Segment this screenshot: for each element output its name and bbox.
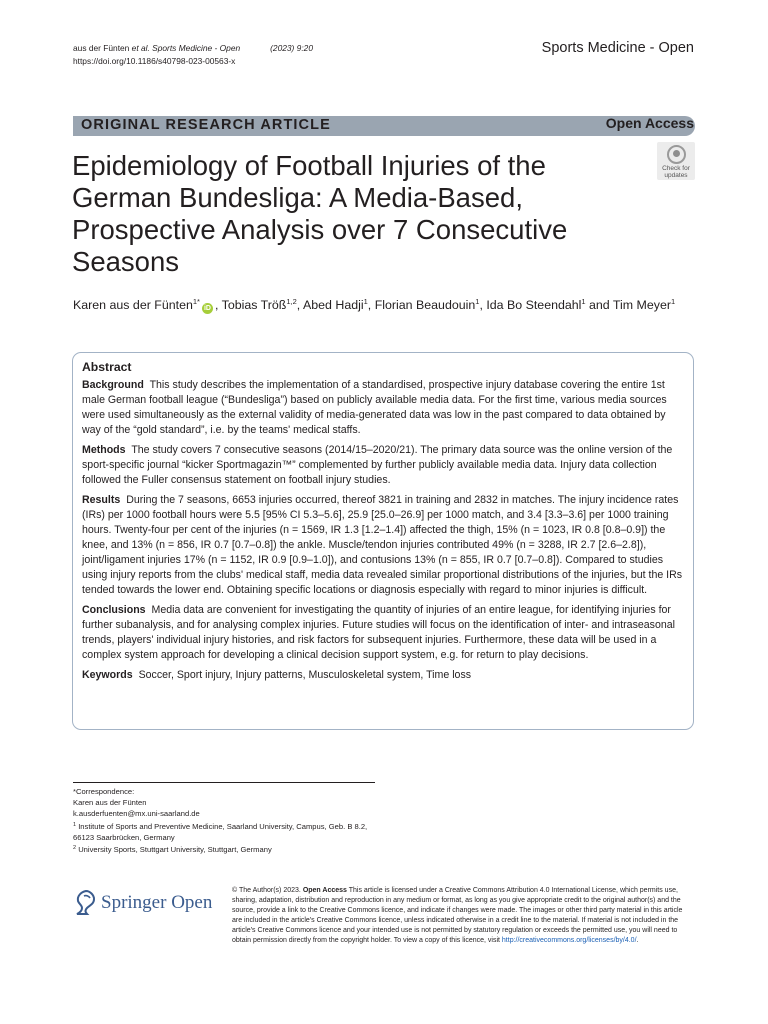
doi-link[interactable]: https://doi.org/10.1186/s40798-023-00563-x xyxy=(73,56,236,66)
abstract-section-conclusions xyxy=(82,603,684,663)
author-affiliation-marker: 1* xyxy=(192,297,200,306)
author-name: Ida Bo Steendahl xyxy=(486,298,582,312)
author xyxy=(613,298,675,312)
check-for-updates-label: Check for updates xyxy=(662,165,690,179)
correspondence-email[interactable]: k.ausderfuenten@mx.uni-saarland.de xyxy=(73,809,200,819)
author-affiliation-marker: 1 xyxy=(581,297,586,306)
abstract-sections xyxy=(82,378,684,683)
license-text: © The Author(s) 2023. Open Access This article is licensed under a Creative Commons Attribution 4.0 International License, which permits use, sharing, adaptation, distribution and reproduction in any medium or format, as long as you give appropriate credit to the original author(s) and the source, provide a link to the Creative Commons licence, and indicate if changes were made. The images or other third party material in this article are included in the article's Creative Commons licence, unless indicated otherwise in a credit line to the material. If material is not included in the article's Creative Commons licence and your intended use is not permitted by statutory regulation or exceeds the permitted use, you will need to obtain permission directly from the copyright holder. To view a copy of this licence, visit http://creativecommons.org/licenses/by/4.0/. xyxy=(232,887,683,945)
footnote-divider xyxy=(73,782,375,783)
footnotes xyxy=(73,786,383,855)
springer-horse-icon xyxy=(73,889,99,917)
abstract-section-keywords xyxy=(82,668,684,683)
author-affiliation-marker: 1 xyxy=(475,297,480,306)
abstract-section-methods xyxy=(82,443,684,488)
journal-name: Sports Medicine - Open xyxy=(541,40,694,56)
check-for-updates-button[interactable] xyxy=(657,142,695,180)
article-type-label: ORIGINAL RESEARCH ARTICLE xyxy=(81,117,331,133)
author xyxy=(222,298,297,312)
abstract-section-text: Media data are convenient for investigating the quantity of injuries of an entire league, for identifying injuries for further subanalysis, and for analysing complex injuries. Future studies will focus on the identification of inter- and intraseasonal trends, players' individual injury histories, and risk factors for subsequent injuries. Furthermore, these data will be used in a complex system approach for developing a clinical decision support system, e.g. for return to play decisions. xyxy=(82,604,675,661)
citation-journal: et al. Sports Medicine - Open xyxy=(131,43,241,53)
citation-authors: aus der Fünten xyxy=(73,43,132,53)
abstract-section-text: This study describes the implementation of a standardised, prospective injury database covering the entire 1st male German football league (“Bundesliga”) based on publicly available media data. For the first time, various media sources were used simultaneously as the external validity of media-generated data was low in the past compared to data obtained by way of the “gold standard”, i.e. by the teams' medical staffs. xyxy=(82,379,667,436)
author-name: Tobias Tröß xyxy=(221,298,287,312)
citation-year: (2023) 9:20 xyxy=(270,43,313,53)
author-affiliation-marker: 1 xyxy=(363,297,368,306)
orcid-icon[interactable]: iD xyxy=(203,305,211,312)
abstract-section-background xyxy=(82,378,684,438)
correspondence-label: *Correspondence: xyxy=(73,787,135,796)
abstract-section-text: The study covers 7 consecutive seasons (2014/15–2020/21). The primary data source was the online version of the sport-specific journal “kicker Sportmagazin™” complemented by further publicly available media data. Injury data collection followed the Fuller consensus statement on football injury studies. xyxy=(82,444,673,486)
affiliation-1: $^1$ Institute of Sports and Preventive Medicine, Saarland University, Campus, Geb. B 8.2, 66123 Saarbrücken, Germany xyxy=(73,821,368,842)
author xyxy=(303,298,368,312)
springer-open-wordmark: Springer Open xyxy=(101,892,213,913)
author-name: Tim Meyer xyxy=(612,298,671,312)
abstract-section-label: Results xyxy=(82,494,121,506)
author-name: Karen aus der Fünten xyxy=(73,298,193,312)
abstract-heading: Abstract xyxy=(82,360,132,374)
open-access-label: Open Access xyxy=(605,115,694,131)
abstract-section-label: Background xyxy=(82,379,144,391)
author-affiliation-marker: 1 xyxy=(670,297,676,306)
author-list: Karen aus der Fünten$^{1*}$iD , Tobias Tröß$^{1,2}$, Abed Hadji$^1$, Florian Beaudouin$^1$, Ida Bo Steendahl$^1$ and Tim Meyer$^1$ xyxy=(73,297,676,312)
abstract-section-label: Conclusions xyxy=(82,604,146,616)
abstract-section-label: Methods xyxy=(82,444,126,456)
author xyxy=(375,298,480,312)
abstract-box xyxy=(72,352,694,730)
citation-line xyxy=(73,42,313,55)
running-header-citation xyxy=(73,42,313,68)
author-affiliation-marker: 1,2 xyxy=(286,297,297,306)
abstract-section-results xyxy=(82,493,684,598)
article-type-banner xyxy=(73,116,695,136)
author xyxy=(73,298,215,312)
article-title: Epidemiology of Football Injuries of the German Bundesliga: A Media-Based, Prospective Analysis over 7 Consecutive Seasons xyxy=(72,150,568,277)
abstract-section-text: During the 7 seasons, 6653 injuries occurred, thereof 3821 in training and 2832 in matches. The injury incidence rates (IRs) per 1000 football hours were 5.5 [95% CI 5.3–5.6], 25.9 [25.0–26.9] per 1000 match, and 3.4 [3.3–3.6] per 1000 training hours. Twenty-four per cent of the injuries (n = 1569, IR 1.3 [1.2–1.4]) affected the thigh, 15% (n = 1023, IR 0.8 [0.8–0.9]) the knee, and 13% (n = 856, IR 0.7 [0.7–0.8]) the ankle. Muscle/tendon injuries contributed 49% (n = 3288, IR 2.7 [2.6–2.8]), joint/ligament injuries 17% (n = 1152, IR 0.9 [0.9–1.0]), and contusions 13% (n = 855, IR 0.7 [0.7–0.8]). Compared to studies using injury reports from the clubs' medical staff, media data revealed similar proportional distributions of the injuries, but the IRs tended towards the lower end. Obtaining specific locations or diagnosis especially with regard to minor injuries is difficult. xyxy=(82,494,683,596)
author-name: Florian Beaudouin xyxy=(374,298,476,312)
check-for-updates-icon xyxy=(667,145,686,164)
abstract-section-text: Soccer, Sport injury, Injury patterns, Musculoskeletal system, Time loss xyxy=(135,669,472,681)
author-name: Abed Hadji xyxy=(303,298,364,312)
correspondence-name: Karen aus der Fünten xyxy=(73,798,147,808)
license-link[interactable]: http://creativecommons.org/licenses/by/4.0/ xyxy=(501,937,637,945)
author xyxy=(486,298,585,312)
abstract-section-label: Keywords xyxy=(82,669,133,681)
affiliation-2: $^2$ University Sports, Stuttgart University, Stuttgart, Germany xyxy=(73,845,272,855)
